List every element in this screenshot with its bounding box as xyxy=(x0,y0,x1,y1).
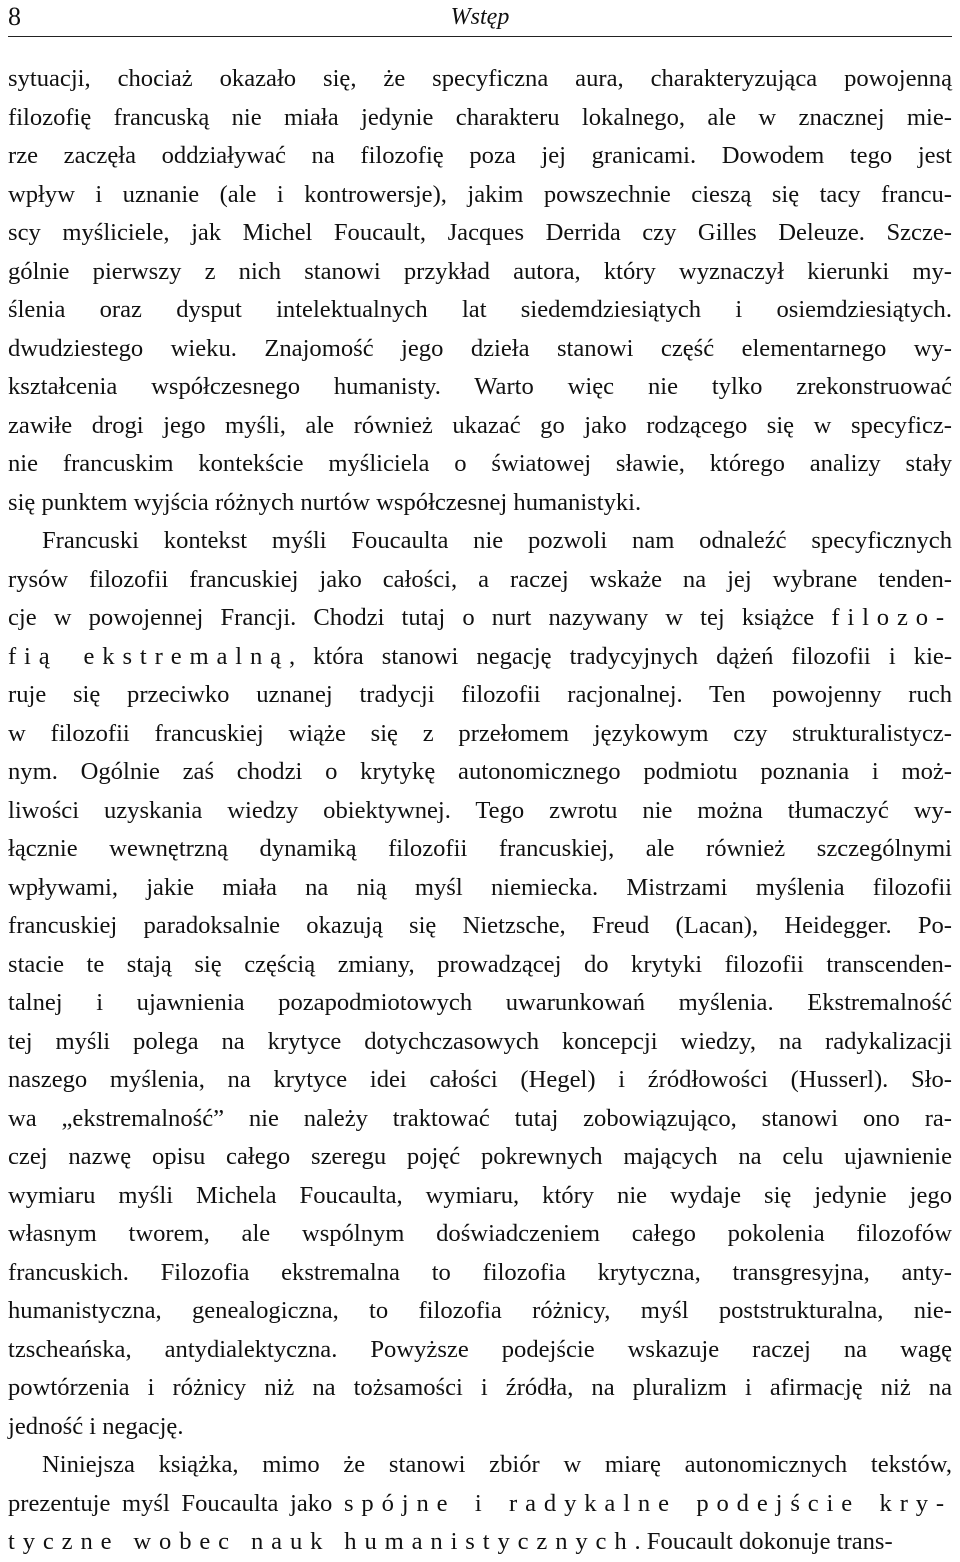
text-segment: humanistyczna, genealogiczna, to filozofia różnicy, myśl poststrukturalna, nie- xyxy=(8,1297,952,1324)
text-segment: liwości uzyskania wiedzy obiektywnej. Tego zwrotu nie można tłumaczyć wy- xyxy=(8,796,952,824)
text-segment: tzscheańska, antydialektyczna. Powyższe podejście wskazuje raczej na wagę xyxy=(8,1335,952,1363)
text-segment: Francuski kontekst myśli Foucaulta nie pozwoli nam odnaleźć specyficznych xyxy=(42,527,952,554)
text-line xyxy=(8,869,952,908)
text-line xyxy=(8,1215,952,1254)
text-line xyxy=(8,599,952,638)
text-segment: własnym tworem, ale wspólnym doświadczeniem całego pokolenia filozofów xyxy=(8,1220,952,1247)
text-segment: sytuacji, chociaż okazało się, że specyficzna aura, charakteryzująca powojenną xyxy=(8,65,952,92)
text-segment: wpływ i uznanie (ale i kontrowersje), jakim powszechnie cieszą się tacy francu- xyxy=(8,180,952,208)
text-segment: wpływami, jakie miała na nią myśl niemiecka. Mistrzami myślenia filozofii xyxy=(8,873,952,901)
text-line xyxy=(8,984,952,1023)
text-line xyxy=(8,291,952,330)
spaced-emphasis: filozo- xyxy=(831,604,952,631)
text-line xyxy=(8,484,952,523)
text-line xyxy=(8,1369,952,1408)
text-line xyxy=(8,1446,952,1485)
text-line xyxy=(8,407,952,446)
text-segment: zawiłe drogi jego myśli, ale również ukazać go jako rodzącego się w specyficz- xyxy=(8,411,952,439)
text-line xyxy=(8,1023,952,1062)
text-line xyxy=(8,561,952,600)
text-line xyxy=(8,907,952,946)
text-line xyxy=(8,1100,952,1139)
text-segment: francuskiej paradoksalnie okazują się Nietzsche, Freud (Lacan), Heidegger. Po- xyxy=(8,912,952,939)
text-line xyxy=(8,638,952,677)
text-segment: dwudziestego wieku. Znajomość jego dzieła stanowi część elementarnego wy- xyxy=(8,334,952,362)
paragraph xyxy=(8,1446,952,1562)
paragraph xyxy=(8,522,952,1446)
text-segment: Niniejsza książka, mimo że stanowi zbiór w miarę autonomicznych tekstów, xyxy=(42,1451,952,1478)
page-number: 8 xyxy=(8,2,21,31)
text-line xyxy=(8,1331,952,1370)
text-line xyxy=(8,753,952,792)
text-segment: prezentuje myśl Foucaulta jako xyxy=(8,1489,344,1517)
text-line xyxy=(8,1061,952,1100)
spaced-emphasis: spójne i radykalne podejście kry- xyxy=(343,1489,952,1517)
text-segment: kształcenia współczesnego humanisty. Warto więc nie tylko zrekonstruować xyxy=(8,373,952,400)
text-segment: francuskich. Filozofia ekstremalna to filozofia krytyczna, transgresyjna, anty- xyxy=(8,1258,952,1286)
body-text xyxy=(8,60,952,1562)
text-line xyxy=(8,214,952,253)
spaced-emphasis: tyczne wobec nauk humanistycznych xyxy=(8,1528,635,1555)
text-segment: wa „ekstremalność” nie należy traktować tutaj zobowiązująco, stanowi ono ra- xyxy=(8,1104,952,1132)
text-line xyxy=(8,60,952,99)
text-segment: się punktem wyjścia różnych nurtów współczesnej humanistyki. xyxy=(8,488,642,516)
text-line xyxy=(8,1292,952,1331)
text-line xyxy=(8,445,952,484)
text-line xyxy=(8,1485,952,1524)
text-line xyxy=(8,792,952,831)
text-line xyxy=(8,176,952,215)
text-segment: cje w powojennej Francji. Chodzi tutaj o nurt nazywany w tej książce xyxy=(8,604,832,631)
text-segment: nie francuskim kontekście myśliciela o światowej sławie, którego analizy stały xyxy=(8,450,952,477)
text-segment: w filozofii francuskiej wiąże się z przełomem językowym czy strukturalistycz- xyxy=(8,719,952,747)
text-line xyxy=(8,522,952,561)
text-line xyxy=(8,99,952,138)
running-title: Wstęp xyxy=(450,4,510,30)
text-line xyxy=(8,676,952,715)
text-segment: ruje się przeciwko uznanej tradycji filozofii racjonalnej. Ten powojenny ruch xyxy=(8,681,952,708)
text-line xyxy=(8,715,952,754)
text-line xyxy=(8,1408,952,1447)
text-line xyxy=(8,1523,952,1562)
text-segment: , która stanowi negację tradycyjnych dążeń filozofii i kie- xyxy=(288,642,953,670)
text-line xyxy=(8,1254,952,1293)
text-line xyxy=(8,368,952,407)
spaced-emphasis: fią ekstremalną xyxy=(8,642,289,670)
text-segment: . Foucault dokonuje trans- xyxy=(634,1528,893,1555)
text-segment: gólnie pierwszy z nich stanowi przykład autora, który wyznaczył kierunki my- xyxy=(8,257,952,285)
text-line xyxy=(8,1138,952,1177)
text-segment: rysów filozofii francuskiej jako całości, a raczej wskaże na jej wybrane tenden- xyxy=(8,565,952,593)
text-line xyxy=(8,137,952,176)
text-segment: ślenia oraz dysput intelektualnych lat siedemdziesiątych i osiemdziesiątych. xyxy=(8,296,952,323)
running-head xyxy=(8,0,952,37)
text-line xyxy=(8,330,952,369)
text-line xyxy=(8,253,952,292)
text-line xyxy=(8,1177,952,1216)
text-segment: nym. Ogólnie zaś chodzi o krytykę autonomicznego podmiotu poznania i moż- xyxy=(8,758,952,785)
paragraph xyxy=(8,60,952,522)
text-segment: naszego myślenia, na krytyce idei całości (Hegel) i źródłowości (Husserl). Sło- xyxy=(8,1066,952,1093)
text-segment: filozofię francuską nie miała jedynie charakteru lokalnego, ale w znacznej mie- xyxy=(8,103,952,131)
text-segment: scy myśliciele, jak Michel Foucault, Jacques Derrida czy Gilles Deleuze. Szcze- xyxy=(8,219,952,246)
text-line xyxy=(8,830,952,869)
text-line xyxy=(8,946,952,985)
text-segment: czej nazwę opisu całego szeregu pojęć pokrewnych mających na celu ujawnienie xyxy=(8,1143,952,1170)
text-segment: rze zaczęła oddziaływać na filozofię poza jej granicami. Dowodem tego jest xyxy=(8,142,952,169)
text-segment: talnej i ujawnienia pozapodmiotowych uwarunkowań myślenia. Ekstremalność xyxy=(8,989,952,1016)
text-segment: powtórzenia i różnicy niż na tożsamości i źródła, na pluralizm i afirmację niż na xyxy=(8,1374,952,1401)
text-segment: wymiaru myśli Michela Foucaulta, wymiaru, który nie wydaje się jedynie jego xyxy=(8,1181,952,1209)
text-segment: łącznie wewnętrzną dynamiką filozofii francuskiej, ale również szczególnymi xyxy=(8,835,952,862)
text-segment: jedność i negację. xyxy=(8,1412,184,1440)
text-segment: tej myśli polega na krytyce dotychczasowych koncepcji wiedzy, na radykalizacji xyxy=(8,1027,952,1055)
text-segment: stacie te stają się częścią zmiany, prowadzącej do krytyki filozofii transcenden- xyxy=(8,950,952,978)
